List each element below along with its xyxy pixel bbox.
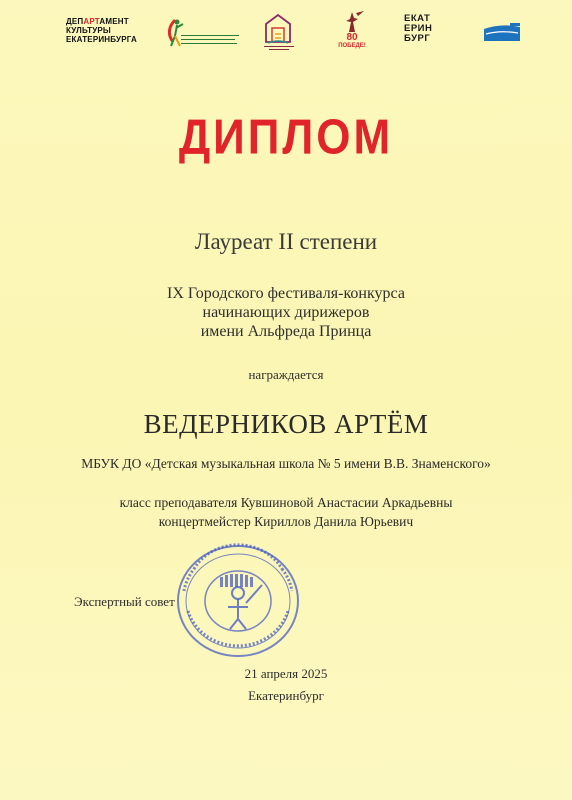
school-name: МБУК ДО «Детская музыкальная школа № 5 имени В.В. Знаменского» [81, 456, 491, 471]
dept-logo-line-3: ЕКАТЕРИНБУРГА [66, 35, 137, 44]
music-school-logo [263, 12, 293, 54]
cultural-center-logo [163, 16, 245, 50]
department-culture-logo [66, 17, 148, 44]
festival-name [0, 284, 572, 341]
official-stamp-seal [174, 541, 302, 661]
festival-line-1: IX Городского фестиваля-конкурса [167, 285, 405, 302]
school-logo-caption-lines [261, 45, 297, 51]
dept-logo-line-1: ДЕПАРТАМЕНТ [66, 17, 129, 26]
blue-wave-logo [482, 21, 522, 43]
issue-date: 21 апреля 2025 [244, 666, 328, 681]
victory-logo-word: ПОБЕДЕ! [338, 43, 366, 49]
victory-logo-number: 80 [346, 32, 358, 43]
festival-line-3: имени Альфреда Принца [200, 323, 372, 340]
diploma-title: ДИПЛОМ [178, 110, 394, 165]
yekaterinburg-logo [404, 14, 450, 44]
ekb-logo-line-3: БУРГ [404, 33, 431, 44]
teachers-block [0, 493, 572, 531]
logo-strip [0, 8, 572, 58]
dept-logo-line-2: КУЛЬТУРЫ [66, 26, 111, 35]
ekb-logo-line-1: ЕКАТ [404, 13, 431, 24]
teacher-line: класс преподавателя Кувшиновой Анастасии Аркадьевны [119, 495, 453, 510]
laureate-rank: Лауреат II степени [194, 229, 378, 254]
accompanist-line: концертмейстер Кириллов Данила Юрьевич [158, 514, 414, 529]
awarded-label: награждается [248, 367, 324, 382]
issue-city: Екатеринбург [248, 688, 324, 703]
dancer-figure-icon [163, 16, 245, 50]
monument-icon [334, 11, 370, 33]
building-emblem-icon [263, 12, 293, 46]
wave-emblem-icon [482, 21, 522, 43]
ekb-logo-line-2: ЕРИН [404, 23, 433, 34]
school-logo-caption [261, 45, 297, 52]
festival-line-2: начинающих дирижеров [202, 304, 370, 321]
recipient-name: ВЕДЕРНИКОВ АРТЁМ [143, 409, 429, 439]
victory-80-logo [334, 11, 370, 55]
expert-council-label: Экспертный совет [74, 594, 175, 609]
